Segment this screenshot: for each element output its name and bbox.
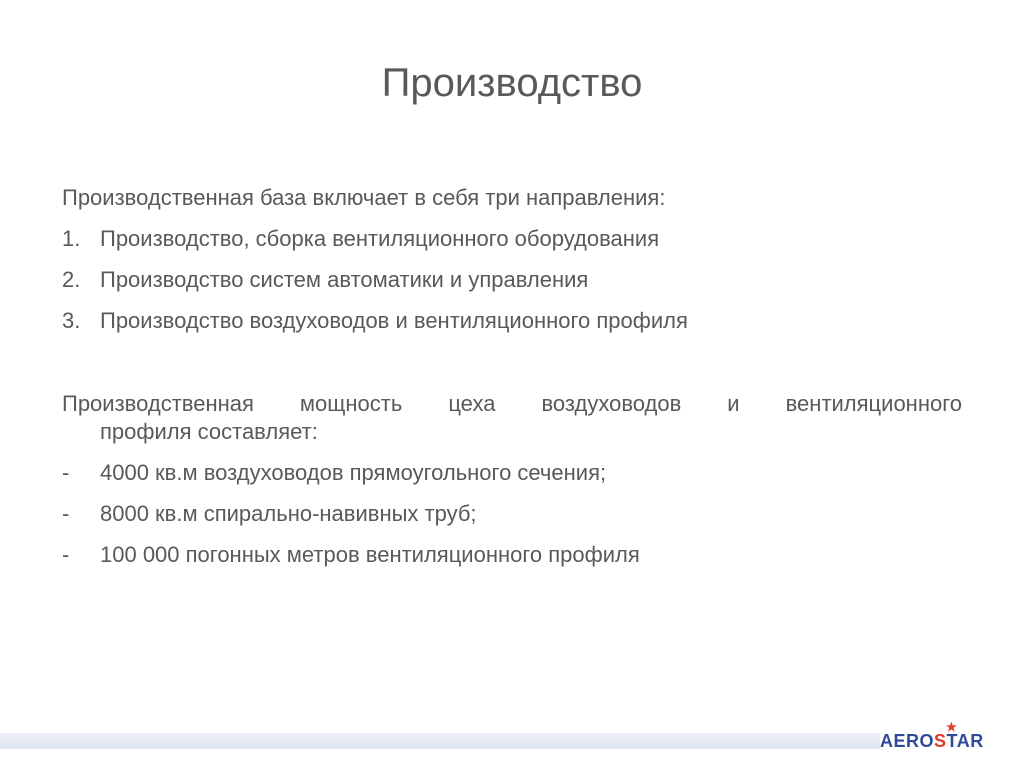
list-item <box>62 459 962 487</box>
intro-text: Производственная база включает в себя три направления: <box>62 185 666 210</box>
footer-bar <box>0 733 880 749</box>
capacity-text-line2: профиля составляет: <box>100 419 318 444</box>
list-number: 3. <box>62 308 81 333</box>
list-item-text: 8000 кв.м спирально-навивных труб; <box>100 501 477 526</box>
list-dash: - <box>62 542 70 567</box>
list-dash: - <box>62 501 70 526</box>
list-item-text: Производство систем автоматики и управления <box>100 267 589 292</box>
aerostar-logo <box>880 720 984 752</box>
list-item-text: Производство воздуховодов и вентиляционного профиля <box>100 308 688 333</box>
list-item-text: Производство, сборка вентиляционного оборудования <box>100 226 660 251</box>
list-item <box>62 266 962 294</box>
list-item <box>62 541 962 569</box>
slide-content <box>62 184 962 582</box>
capacity-text-line1: Производственная мощность цеха воздуховодов и вентиляционного <box>62 391 962 416</box>
spacer <box>62 348 962 390</box>
list-dash: - <box>62 460 70 485</box>
logo-text-tar: TAR <box>946 731 984 751</box>
star-icon: ★ <box>946 720 958 734</box>
list-item <box>62 500 962 528</box>
list-item <box>62 307 962 335</box>
slide-title: Производство <box>381 61 643 105</box>
list-item-text: 100 000 погонных метров вентиляционного профиля <box>100 542 640 567</box>
logo-text-aero: AERO <box>880 731 935 751</box>
list-item <box>62 225 962 253</box>
list-number: 2. <box>62 267 81 292</box>
list-number: 1. <box>62 226 81 251</box>
logo-text-s: S <box>934 731 947 751</box>
list-item-text: 4000 кв.м воздуховодов прямоугольного сечения; <box>100 460 607 485</box>
